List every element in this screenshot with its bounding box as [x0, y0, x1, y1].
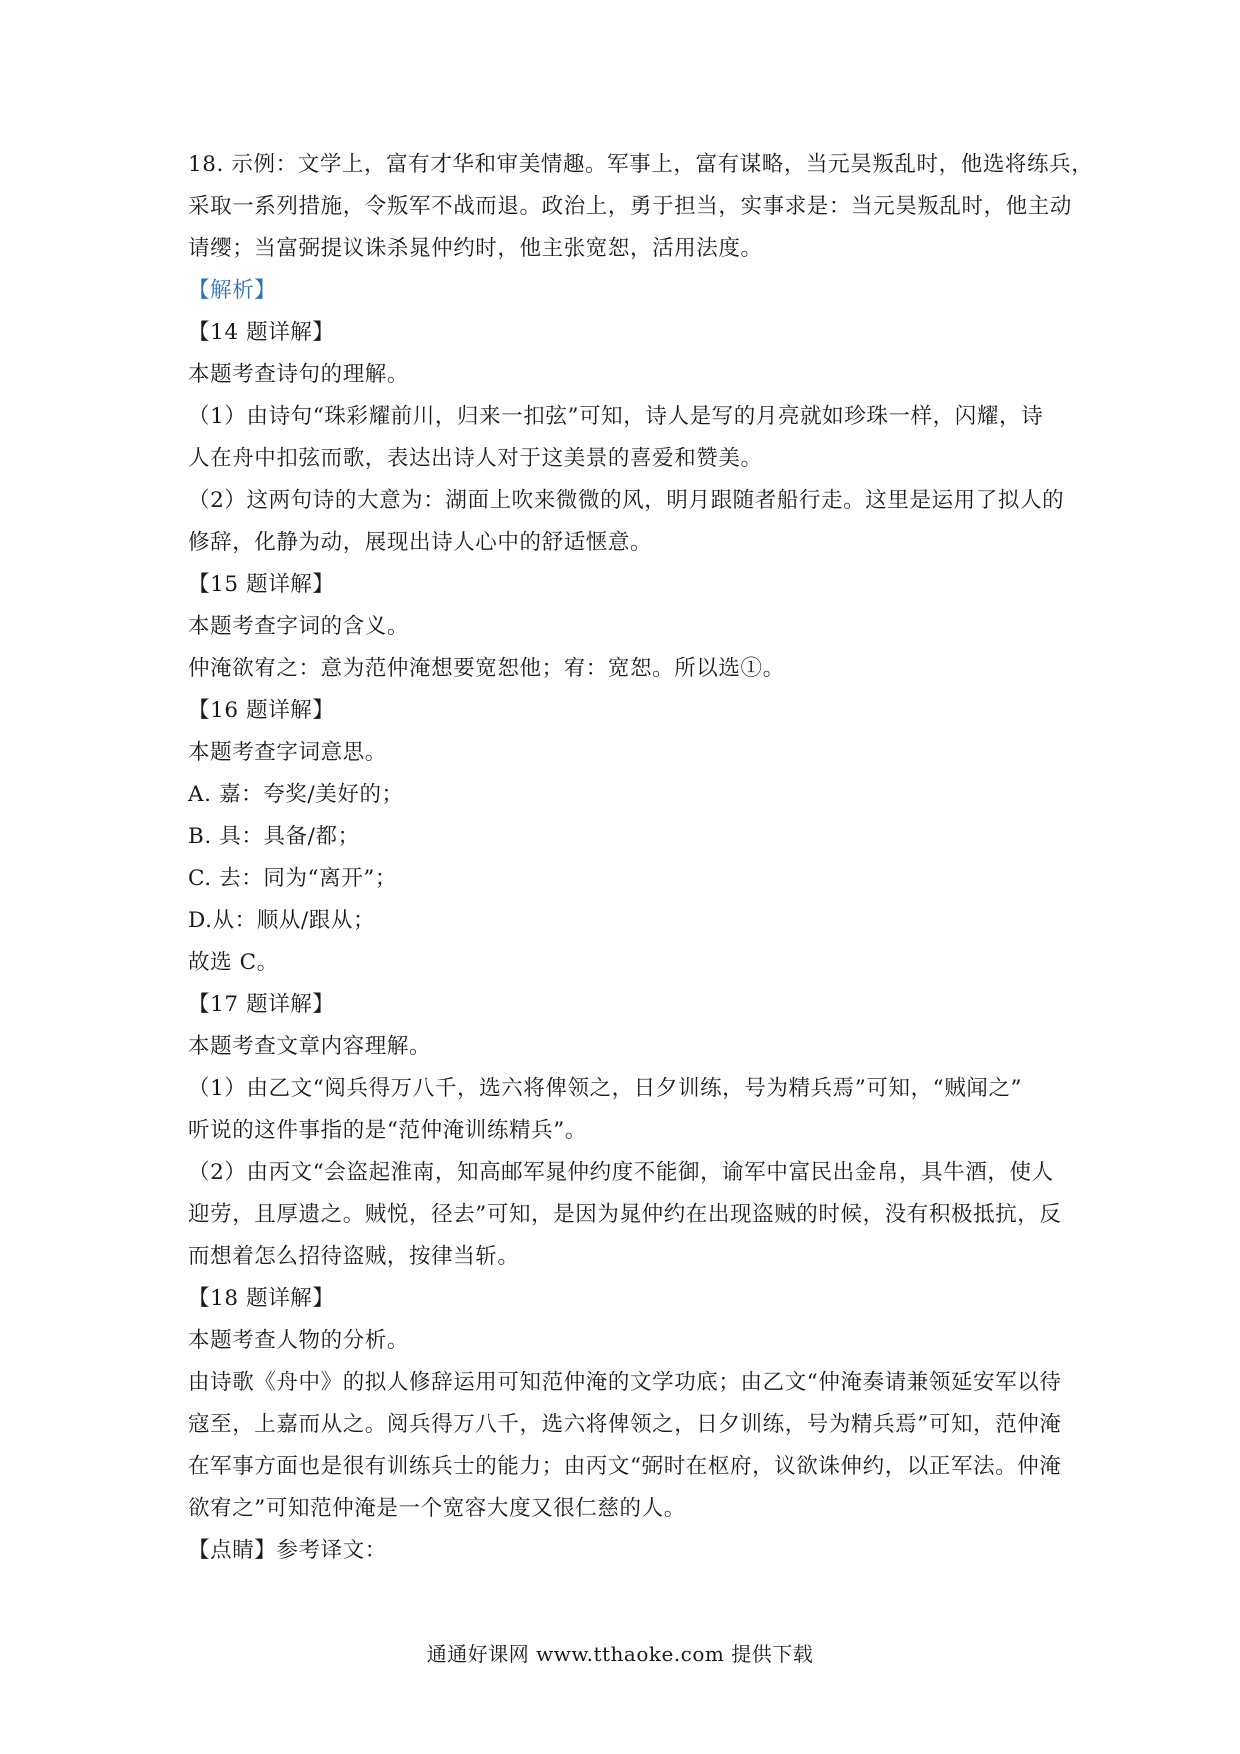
answer-line: 18. 示例：文学上，富有才华和审美情趣。军事上，富有谋略，当元昊叛乱时，他选将练兵，	[188, 152, 1094, 177]
question-18-section	[188, 1278, 1063, 1530]
section-heading: 【16 题详解】	[188, 698, 335, 723]
section-heading: 【17 题详解】	[188, 992, 335, 1017]
paragraph-line: 欲宥之”可知范仲淹是一个宽容大度又很仁慈的人。	[188, 1496, 686, 1521]
paragraph-line: 修辞，化静为动，展现出诗人心中的舒适惬意。	[188, 530, 653, 555]
option-a: A. 嘉：夸奖/美好的；	[188, 782, 404, 807]
option-c: C. 去：同为“离开”；	[188, 866, 398, 891]
document-page	[188, 144, 1094, 1572]
section-heading: 【15 题详解】	[188, 572, 335, 597]
question-14-section	[188, 312, 1063, 564]
answer-line: 采取一系列措施，令叛军不战而退。政治上，勇于担当，实事求是：当元昊叛乱时，他主动	[188, 194, 1073, 219]
answer-18-example	[188, 144, 1094, 270]
paragraph-line: 人在舟中扣弦而歌，表达出诗人对于这美景的喜爱和赞美。	[188, 446, 763, 471]
paragraph-line: 仲淹欲宥之：意为范仲淹想要宽恕他；宥：宽恕。所以选①。	[188, 656, 785, 681]
option-d: D.从：顺从/跟从；	[188, 908, 376, 933]
paragraph-line: （1）由乙文“阅兵得万八千，选六将俾领之，日夕训练，号为精兵焉”可知，“贼闻之”	[188, 1076, 1023, 1101]
paragraph-line: 而想着怎么招待盗贼，按律当斩。	[188, 1244, 520, 1269]
section-intro: 本题考查文章内容理解。	[188, 1034, 432, 1059]
question-17-section	[188, 984, 1063, 1278]
highlight-note	[188, 1530, 1063, 1572]
question-15-section	[188, 564, 1063, 690]
option-b: B. 具：具备/都；	[188, 824, 360, 849]
paragraph-line: （2）由丙文“会盗起淮南，知高邮军晁仲约度不能御，谕军中富民出金帛，具牛酒，使人	[188, 1160, 1054, 1185]
paragraph-line: 听说的这件事指的是“范仲淹训练精兵”。	[188, 1118, 587, 1143]
section-intro: 本题考查字词的含义。	[188, 614, 410, 639]
answer-line: 请缨；当富弼提议诛杀晁仲约时，他主张宽恕，活用法度。	[188, 236, 763, 261]
section-intro: 本题考查人物的分析。	[188, 1328, 410, 1353]
paragraph-line: 寇至，上嘉而从之。阅兵得万八千，选六将俾领之，日夕训练，号为精兵焉”可知，范仲淹	[188, 1412, 1062, 1437]
paragraph-line: （2）这两句诗的大意为：湖面上吹来微微的风，明月跟随者船行走。这里是运用了拟人的	[188, 488, 1065, 513]
section-intro: 本题考查字词意思。	[188, 740, 387, 765]
conclusion: 故选 C。	[188, 950, 279, 975]
section-heading: 【14 题详解】	[188, 320, 335, 345]
paragraph-line: 由诗歌《舟中》的拟人修辞运用可知范仲淹的文学功底；由乙文“仲淹奏请兼领延安军以待	[188, 1370, 1062, 1395]
paragraph-line: 在军事方面也是很有训练兵士的能力；由丙文“弼时在枢府，议欲诛伸约，以正军法。仲淹	[188, 1454, 1062, 1479]
section-intro: 本题考查诗句的理解。	[188, 362, 410, 387]
footer-source: 通通好课网 www.tthaoke.com 提供下载	[426, 1642, 814, 1666]
paragraph-line: 迎劳，且厚遗之。贼悦，径去”可知，是因为晁仲约在出现盗贼的时候，没有积极抵抗，反	[188, 1202, 1062, 1227]
highlight-text: 参考译文：	[276, 1538, 387, 1563]
analysis-label: 【解析】	[188, 278, 277, 303]
highlight-label: 【点睛】	[188, 1538, 277, 1563]
question-16-section	[188, 690, 1063, 984]
paragraph-line: （1）由诗句“珠彩耀前川，归来一扣弦”可知，诗人是写的月亮就如珍珠一样，闪耀，诗	[188, 404, 1044, 429]
section-heading: 【18 题详解】	[188, 1286, 335, 1311]
